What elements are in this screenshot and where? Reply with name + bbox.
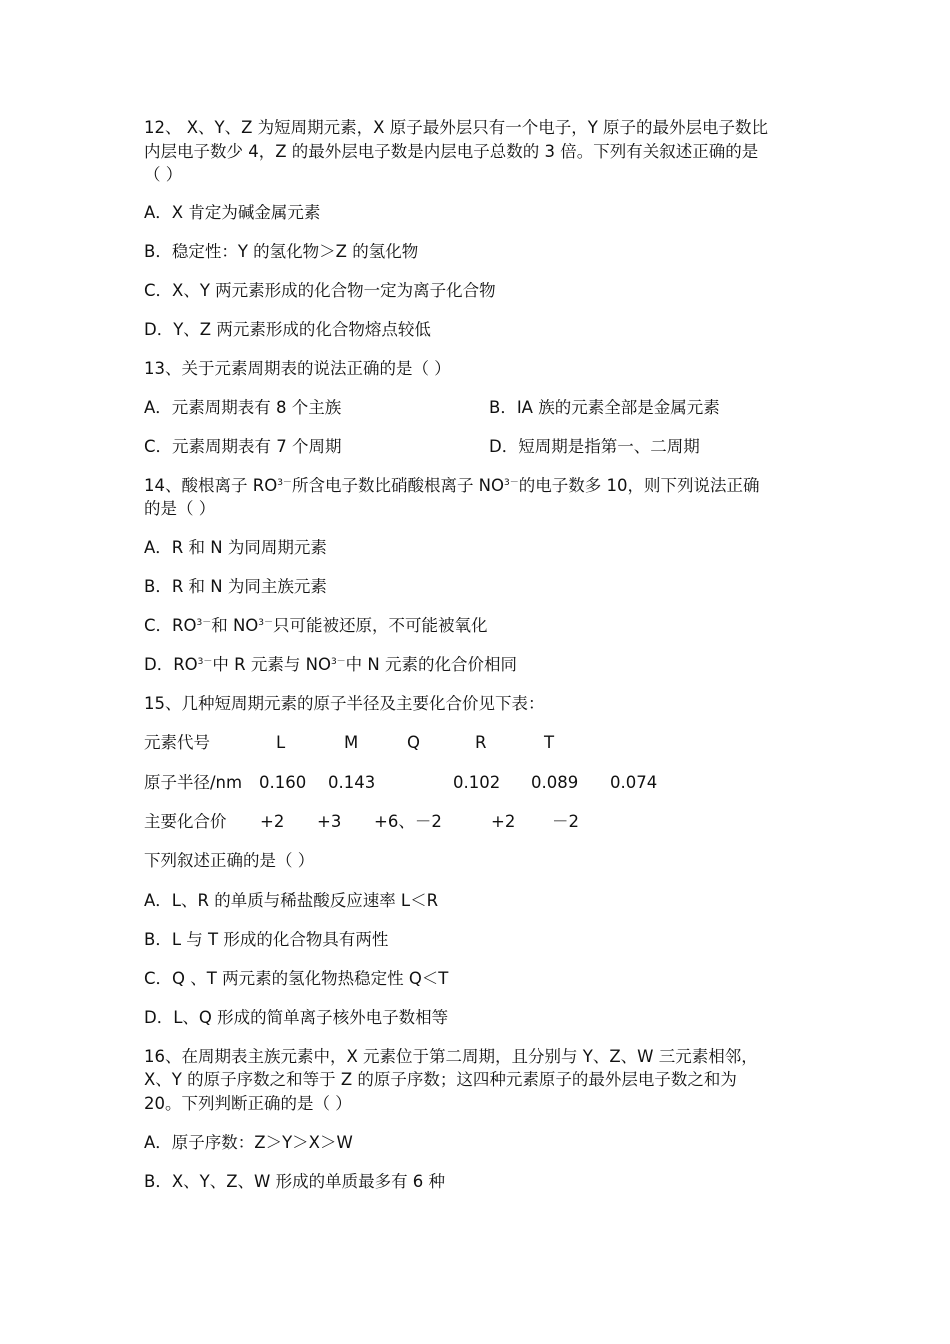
q16-stem-line2: X、Y 的原子序数之和等于 Z 的原子序数；这四种元素原子的最外层电子数之和为 xyxy=(144,1070,737,1089)
q14-c-charge1: 3－ xyxy=(196,618,212,628)
q14-d-part1: D．RO xyxy=(144,655,198,674)
q13-option-a: A．元素周期表有 8 个主族 xyxy=(144,398,342,417)
q15-cell: 0.143 xyxy=(328,773,376,792)
q14-d-charge1: 3－ xyxy=(197,657,213,667)
q12-option-d: D．Y、Z 两元素形成的化合物熔点较低 xyxy=(144,320,431,339)
q15-cell: +2 xyxy=(491,812,516,831)
q15-cell: 0.074 xyxy=(610,773,658,792)
q15-cell: +6、－2 xyxy=(374,812,442,831)
q15-option-b: B．L 与 T 形成的化合物具有两性 xyxy=(144,930,389,949)
q14-charge-no3: 3－ xyxy=(504,478,519,488)
q14-stem-part1: 14、酸根离子 RO xyxy=(144,476,278,495)
q15-cell: M xyxy=(344,733,359,752)
q15-cell: －2 xyxy=(552,812,579,831)
q14-option-c xyxy=(144,615,488,637)
q14-charge-ro3: 3－ xyxy=(277,478,292,488)
q15-cell: L xyxy=(276,733,286,752)
q15-cell: 0.160 xyxy=(259,773,307,792)
q13-option-d: D．短周期是指第一、二周期 xyxy=(489,437,700,456)
q14-stem-part2: 所含电子数比硝酸根离子 NO xyxy=(291,476,505,495)
q15-option-a: A．L、R 的单质与稀盐酸反应速率 L＜R xyxy=(144,891,439,910)
q15-cell: Q xyxy=(407,733,420,752)
q16-option-b: B．X、Y、Z、W 形成的单质最多有 6 种 xyxy=(144,1172,446,1191)
q14-c-charge2: 3－ xyxy=(258,618,274,628)
q16-stem-line1: 16、在周期表主族元素中，X 元素位于第二周期，且分别与 Y、Z、W 三元素相邻， xyxy=(144,1047,758,1066)
q14-stem-line1 xyxy=(144,475,760,497)
q15-option-c: C．Q 、T 两元素的氢化物热稳定性 Q＜T xyxy=(144,969,449,988)
q15-cell: +2 xyxy=(260,812,285,831)
q14-stem-part3: 的电子数多 10，则下列说法正确 xyxy=(518,476,760,495)
q13-stem: 13、关于元素周期表的说法正确的是（ ） xyxy=(144,359,451,378)
q15-cell: R xyxy=(475,733,487,752)
q12-option-a: A．X 肯定为碱金属元素 xyxy=(144,203,321,222)
q14-c-part1: C．RO xyxy=(144,616,197,635)
q14-d-part3: 中 N 元素的化合价相同 xyxy=(345,655,518,674)
q14-d-charge2: 3－ xyxy=(330,657,346,667)
q14-option-a: A．R 和 N 为同周期元素 xyxy=(144,538,327,557)
q15-cell: 0.089 xyxy=(531,773,579,792)
q15-row2-label: 原子半径/nm xyxy=(144,773,243,792)
q14-option-b: B．R 和 N 为同主族元素 xyxy=(144,577,327,596)
q15-ask: 下列叙述正确的是（ ） xyxy=(144,851,315,870)
q15-cell: +3 xyxy=(317,812,342,831)
q14-stem-line2: 的是（ ） xyxy=(144,499,216,518)
q15-row1-label: 元素代号 xyxy=(144,733,210,752)
q14-option-d xyxy=(144,654,517,676)
q14-c-part2: 和 NO xyxy=(211,616,259,635)
q12-stem-line1: 12、 X、Y、Z 为短周期元素，X 原子最外层只有一个电子，Y 原子的最外层电子数比 xyxy=(144,118,769,137)
q15-option-d: D．L、Q 形成的简单离子核外电子数相等 xyxy=(144,1008,449,1027)
q13-option-c: C．元素周期表有 7 个周期 xyxy=(144,437,342,456)
q13-option-b: B．ⅠA 族的元素全部是金属元素 xyxy=(489,398,720,417)
q15-row3-label: 主要化合价 xyxy=(144,812,227,831)
q15-cell: 0.102 xyxy=(453,773,501,792)
q12-stem-line3: （ ） xyxy=(144,165,183,184)
q16-stem-line3: 20。下列判断正确的是（ ） xyxy=(144,1094,352,1113)
q15-cell: T xyxy=(544,733,555,752)
q14-d-part2: 中 R 元素与 NO xyxy=(212,655,331,674)
q12-stem-line2: 内层电子数少 4，Z 的最外层电子数是内层电子总数的 3 倍。下列有关叙述正确的是 xyxy=(144,142,759,161)
q12-option-c: C．X、Y 两元素形成的化合物一定为离子化合物 xyxy=(144,281,496,300)
q14-c-part3: 只可能被还原，不可能被氧化 xyxy=(273,616,488,635)
q12-option-b: B．稳定性：Y 的氢化物＞Z 的氢化物 xyxy=(144,242,419,261)
q15-stem: 15、几种短周期元素的原子半径及主要化合价见下表： xyxy=(144,694,545,713)
q16-option-a: A．原子序数：Z＞Y＞X＞W xyxy=(144,1133,353,1152)
